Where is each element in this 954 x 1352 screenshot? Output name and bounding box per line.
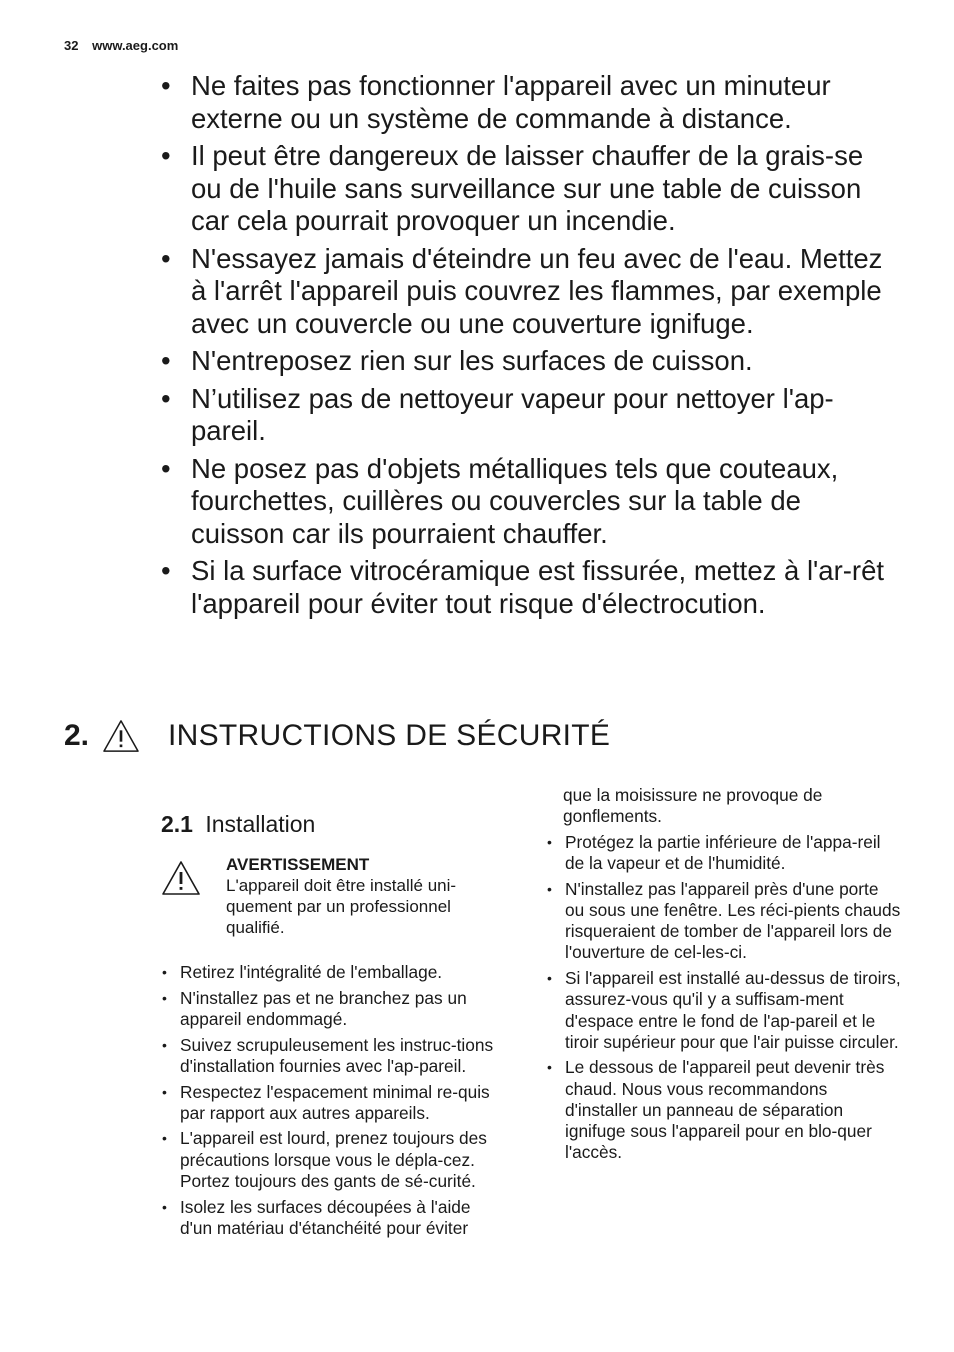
bullet-icon: • bbox=[547, 880, 552, 897]
subsection-number: 2.1 bbox=[161, 811, 193, 837]
bullet-icon: • bbox=[161, 242, 171, 274]
warning-title: AVERTISSEMENT bbox=[226, 855, 370, 874]
list-item-text: L'appareil est lourd, prenez toujours des précautions lorsque vous le dépla-cez. Portez toujours des gants de sé-curité. bbox=[180, 1128, 487, 1191]
intro-bullet-text: Il peut être dangereux de laisser chauffer de la grais-se ou de l'huile sans surveillance sur une table de cuisson car cela pourrait provoquer un incendie. bbox=[191, 140, 864, 236]
list-item bbox=[546, 968, 901, 1053]
bullet-icon: • bbox=[162, 964, 167, 980]
left-bullet-list bbox=[161, 962, 506, 1239]
intro-bullet-item bbox=[161, 345, 901, 378]
list-item bbox=[546, 879, 901, 964]
intro-bullet-text: N'entreposez rien sur les surfaces de cuisson. bbox=[191, 345, 753, 376]
list-item-text: Suivez scrupuleusement les instruc-tions d'installation fournies avec l'ap-pareil. bbox=[180, 1034, 494, 1076]
page-number: 32 bbox=[64, 38, 79, 53]
page-header bbox=[64, 38, 178, 53]
bullet-icon: • bbox=[161, 70, 171, 101]
intro-bullet-text: N'essayez jamais d'éteindre un feu avec de l'eau. Mettez à l'arrêt l'appareil puis couvrez les flammes, par exemple avec un couvercle ou une couverture ignifuge. bbox=[191, 242, 883, 339]
section-number: 2. bbox=[64, 719, 90, 752]
intro-bullet-text: Ne faites pas fonctionner l'appareil avec un minuteur externe ou un système de commande à distance. bbox=[191, 70, 831, 134]
list-item bbox=[546, 832, 901, 874]
warning-triangle-icon bbox=[102, 719, 140, 753]
bullet-icon: • bbox=[547, 1059, 552, 1076]
warning-triangle-icon bbox=[161, 860, 201, 896]
right-bullet-list bbox=[546, 832, 901, 1164]
right-column bbox=[546, 785, 901, 1168]
left-column bbox=[161, 808, 506, 1243]
list-item-text: Respectez l'espacement minimal re-quis par rapport aux autres appareils. bbox=[180, 1081, 490, 1123]
bullet-icon: • bbox=[162, 1036, 167, 1053]
list-item bbox=[161, 962, 506, 983]
list-item-text: N'installez pas l'appareil près d'une porte ou sous une fenêtre. Les réci-pients chauds risqueraient de tomber de l'appareil lors de l'ouverture de cel-les-ci. bbox=[565, 878, 901, 963]
bullet-icon: • bbox=[161, 140, 171, 171]
intro-bullet-item bbox=[161, 453, 901, 551]
list-item bbox=[161, 1197, 506, 1239]
bullet-icon: • bbox=[161, 345, 171, 376]
subsection-heading bbox=[161, 808, 506, 840]
list-item-text: Isolez les surfaces découpées à l'aide d'un matériau d'étanchéité pour éviter bbox=[180, 1196, 471, 1238]
bullet-icon: • bbox=[162, 989, 167, 1006]
bullet-icon: • bbox=[161, 382, 171, 414]
list-item-text: Si l'appareil est installé au-dessus de tiroirs, assurez-vous qu'il y a suffisam-ment d'espace entre le fond de l'ap-pareil et le tiroir supérieur pour que l'air puisse circuler. bbox=[565, 968, 901, 1052]
bullet-icon: • bbox=[161, 452, 171, 484]
list-item-text: Protégez la partie inférieure de l'appa-reil de la vapeur et de l'humidité. bbox=[565, 831, 881, 874]
bullet-icon: • bbox=[162, 1198, 167, 1215]
bullet-icon: • bbox=[162, 1130, 167, 1147]
intro-bullet-item bbox=[161, 243, 901, 341]
intro-bullet-text: Si la surface vitrocéramique est fissurée, mettez à l'ar-rêt l'appareil pour éviter tout risque d'électrocution. bbox=[191, 555, 885, 619]
bullet-icon: • bbox=[547, 833, 552, 850]
list-item bbox=[546, 1057, 901, 1163]
list-item bbox=[161, 1035, 506, 1077]
section-title: INSTRUCTIONS DE SÉCURITÉ bbox=[168, 719, 611, 752]
list-item-text: Retirez l'intégralité de l'emballage. bbox=[180, 962, 443, 982]
section-heading bbox=[64, 712, 610, 760]
intro-bullet-list bbox=[161, 70, 901, 625]
bullet-icon: • bbox=[162, 1083, 167, 1100]
warning-body: L'appareil doit être installé uni-quement par un professionnel qualifié. bbox=[226, 876, 457, 937]
warning-box bbox=[161, 854, 506, 944]
intro-bullet-text: Ne posez pas d'objets métalliques tels que couteaux, fourchettes, cuillères ou couvercles sur la table de cuisson car ils pourraient chauffer. bbox=[191, 452, 839, 549]
intro-bullet-item bbox=[161, 70, 901, 135]
intro-bullet-text: N’utilisez pas de nettoyeur vapeur pour nettoyer l'ap-pareil. bbox=[191, 382, 834, 446]
intro-bullet-item bbox=[161, 555, 901, 620]
list-item-text: N'installez pas et ne branchez pas un appareil endommagé. bbox=[180, 987, 467, 1029]
list-item-text: Le dessous de l'appareil peut devenir très chaud. Nous vous recommandons d'installer un panneau de séparation ignifuge sous l'appareil pour en blo-quer l'accès. bbox=[565, 1057, 885, 1163]
intro-bullet-item bbox=[161, 140, 901, 238]
list-item bbox=[161, 1082, 506, 1124]
website-link: www.aeg.com bbox=[92, 38, 179, 53]
continuation-text: que la moisissure ne provoque de gonflements. bbox=[563, 785, 823, 827]
bullet-icon: • bbox=[547, 970, 552, 987]
subsection-title: Installation bbox=[205, 811, 316, 837]
intro-bullet-item bbox=[161, 383, 901, 448]
bullet-icon: • bbox=[161, 555, 171, 586]
list-item bbox=[161, 1128, 506, 1192]
list-item bbox=[161, 988, 506, 1030]
